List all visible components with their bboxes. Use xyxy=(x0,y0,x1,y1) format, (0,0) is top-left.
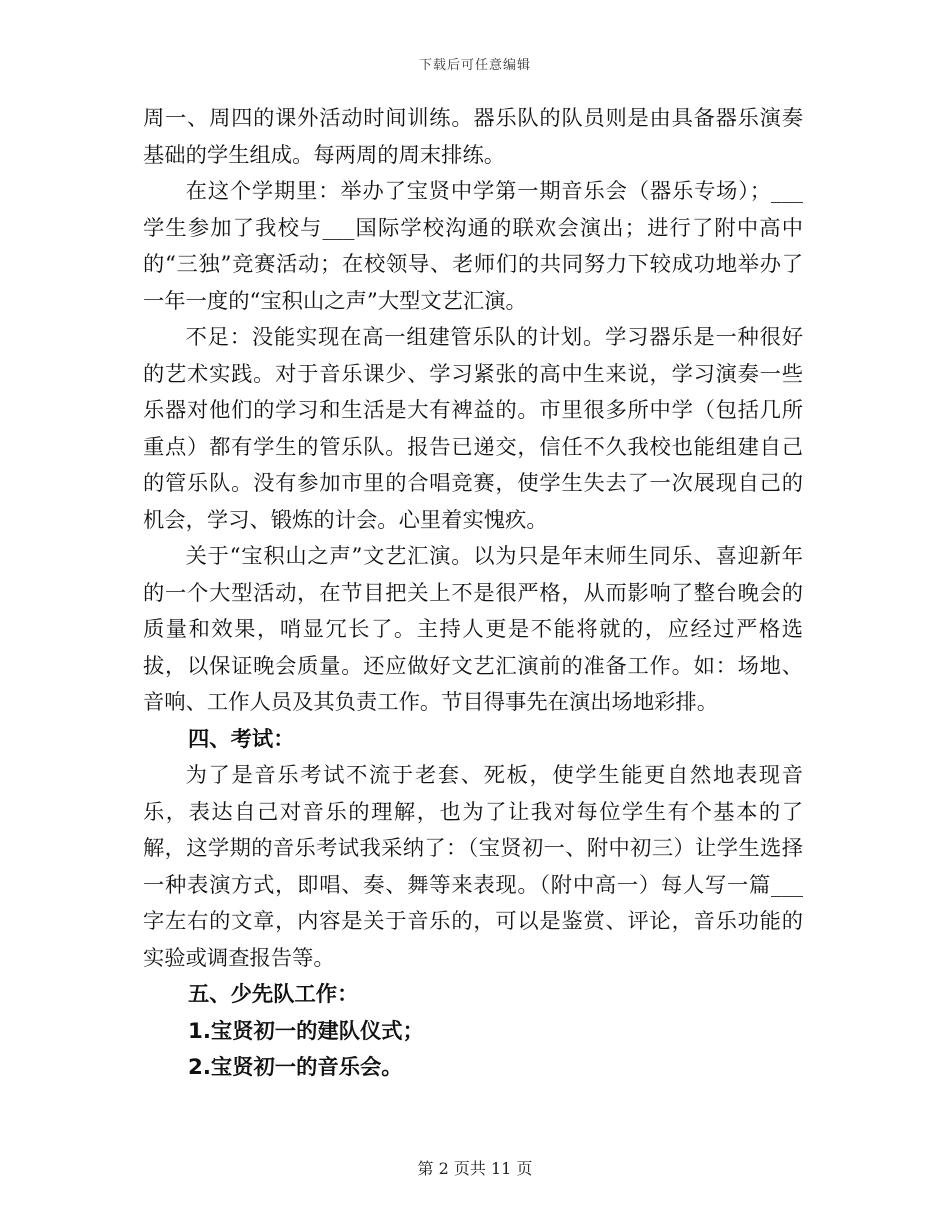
document-body xyxy=(143,101,803,1087)
list-item-2: 2.宝贤初一的音乐会。 xyxy=(188,1055,403,1080)
paragraph-semester-activities: 在这个学期里：举办了宝贤中学第一期音乐会（器乐专场）；___学生参加了我校与___国际学校沟通的联欢会演出；进行了附中高中的“三独”竞赛活动；在校领导、老师们的共同努力下较成功地举办了一年一度的“宝积山之声”大型文艺汇演。 xyxy=(143,179,803,314)
section-heading-young-pioneers: 五、少先队工作： xyxy=(188,982,359,1007)
paragraph-shortcomings: 不足：没能实现在高一组建管乐队的计划。学习器乐是一种很好的艺术实践。对于音乐课少、学习紧张的高中生来说，学习演奏一些乐器对他们的学习和生活是大有裨益的。市里很多所中学（包括几所重点）都有学生的管乐队。报告已递交，信任不久我校也能组建自己的管乐队。没有参加市里的合唱竞赛，使学生失去了一次展现自己的机会，学习、锻炼的计会。心里着实愧疚。 xyxy=(143,325,803,533)
page-header: 下载后可任意编辑 xyxy=(418,58,531,73)
paragraph-exam: 为了是音乐考试不流于老套、死板，使学生能更自然地表现音乐，表达自己对音乐的理解，也为了让我对每位学生有个基本的了解，这学期的音乐考试我采纳了：（宝贤初一、附中初三）让学生选择一种表演方式，即唱、奏、舞等来表现。（附中高一）每人写一篇___字左右的文章，内容是关于音乐的，可以是鉴赏、评论，音乐功能的实验或调查报告等。 xyxy=(143,763,803,971)
paragraph-art-performance: 关于“宝积山之声”文艺汇演。以为只是年末师生同乐、喜迎新年的一个大型活动，在节目把关上不是很严格，从而影响了整台晚会的质量和效果，哨显冗长了。主持人更是不能将就的，应经过严格选拔，以保证晚会质量。还应做好文艺汇演前的准备工作。如：场地、音响、工作人员及其负责工作。节目得事先在演出场地彩排。 xyxy=(143,544,803,715)
page-footer: 第 2 页共 11 页 xyxy=(417,1159,533,1178)
section-heading-exam: 四、考试： xyxy=(188,726,295,752)
paragraph-training-schedule: 周一、周四的课外活动时间训练。器乐队的队员则是由具备器乐演奏基础的学生组成。每两周的周末排练。 xyxy=(143,106,803,168)
list-item-1: 1.宝贤初一的建队仪式； xyxy=(188,1018,424,1044)
